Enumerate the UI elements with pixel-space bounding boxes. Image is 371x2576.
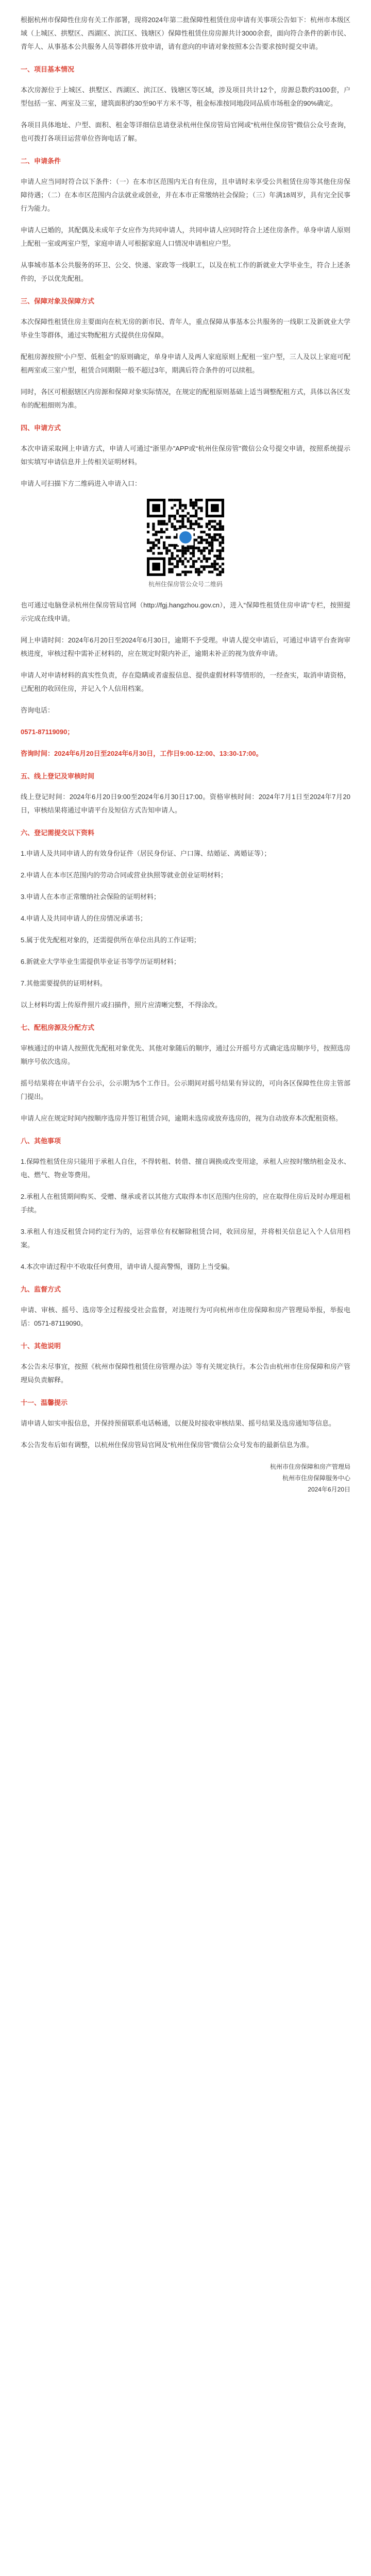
section [21,770,350,817]
body-paragraph: 本次保障性租赁住房主要面向在杭无房的新市民、青年人，重点保障从事基本公共服务的一线职工及新就业大学毕业生等群体，通过实物配租方式提供住房保障。 [21,318,350,339]
notice-content [21,13,350,1495]
section [21,1340,350,1387]
body-paragraph: 5.属于优先配租对象的，还需提供所在单位出具的工作证明； [21,936,200,944]
section [21,421,350,589]
section [21,1396,350,1452]
body-paragraph: 2.承租人在租赁期间购买、受赠、继承或者以其他方式取得本市区范围内住房的，应在取得住房后及时办理退租手续。 [21,1193,350,1214]
body-paragraph: 审核通过的申请人按照优先配租对象优先、其他对象随后的顺序，通过公开摇号方式确定选房顺序号，按照选房顺序号依次选房。 [21,1044,350,1065]
body-paragraph: 摇号结果将在申请平台公示，公示期为5个工作日。公示期间对摇号结果有异议的，可向各区保障性住房主管部门提出。 [21,1079,350,1100]
section-heading: 一、项目基本情况 [21,65,75,73]
body-paragraph: 4.本次申请过程中不收取任何费用，请申请人提高警惕，谨防上当受骗。 [21,1263,234,1270]
section-heading: 七、配租房源及分配方式 [21,1024,95,1031]
section [21,1134,350,1274]
section [21,1283,350,1330]
signature-unit: 杭州市住房保障服务中心 [282,1475,350,1482]
section-heading: 五、线上登记及审核时间 [21,772,95,780]
section-heading: 四、申请方式 [21,424,61,432]
body-paragraph: 线上登记时间：2024年6月20日9:00至2024年6月30日17:00。资格审核时间：2024年7月1日至2024年7月20日，审核结果将通过申请平台及短信方式告知申请人。 [21,793,350,814]
body-paragraph: 3.申请人在本市正常缴纳社会保险的证明材料； [21,893,160,901]
body-paragraph: 申请、审核、摇号、选房等全过程接受社会监督，对违规行为可向杭州市住房保障和房产管理局举报，举报电话：0571-87119090。 [21,1306,350,1327]
body-paragraph: 6.新就业大学毕业生需提供毕业证书等学历证明材料； [21,958,180,965]
section [21,599,350,760]
section [21,63,350,145]
signature-org: 杭州市住房保障和房产管理局 [269,1463,350,1470]
body-paragraph: 申请人应当同时符合以下条件：（一）在本市区范围内无自有住房，且申请时未享受公共租赁住房等其他住房保障待遇；（二）在本市区范围内合法就业或创业，并在本市正常缴纳社会保险；（三）年满18周岁，具有完全民事行为能力。 [21,178,350,212]
body-paragraph: 1.保障性租赁住房只能用于承租人自住，不得转租、转借、擅自调换或改变用途，承租人应按时缴纳租金及水、电、燃气、物业等费用。 [21,1158,350,1179]
qr-caption: 杭州住保房管公众号二维码 [148,581,223,588]
body-paragraph: 以上材料均需上传原件照片或扫描件，照片应清晰完整，不得涂改。 [21,1001,222,1009]
body-paragraph: 咨询电话： [21,706,55,714]
body-paragraph: 4.申请人及共同申请人的住房情况承诺书； [21,914,147,922]
section-heading: 六、登记需提交以下资料 [21,829,95,837]
signature-date: 2024年6月20日 [308,1486,350,1493]
body-paragraph: 申请人对申请材料的真实性负责，存在隐瞒或者虚报信息、提供虚假材料等情形的，一经查实，取消申请资格，已配租的收回住房，并记入个人信用档案。 [21,671,350,692]
section [21,295,350,412]
body-paragraph: 从事城市基本公共服务的环卫、公交、快递、家政等一线职工，以及在杭工作的新就业大学毕业生，符合上述条件的，予以优先配租。 [21,261,350,282]
phone-number[interactable]: 0571-87119090； [21,728,74,736]
section-heading: 十、其他说明 [21,1342,61,1350]
body-paragraph: 各项目具体地址、户型、面积、租金等详细信息请登录杭州住保房管局官网或“杭州住保房管”微信公众号查询，也可拨打各项目运营单位咨询电话了解。 [21,121,350,142]
section-heading: 九、监督方式 [21,1285,61,1293]
body-paragraph: 申请人已婚的，其配偶及未成年子女应作为共同申请人，共同申请人应同时符合上述住房条件。单身申请人原则上配租一室或两室户型，家庭申请人可根据家庭人口情况申请相应户型。 [21,226,350,247]
body-paragraph: 请申请人如实申报信息，并保持预留联系电话畅通，以便及时接收审核结果、摇号结果及选房通知等信息。 [21,1419,336,1427]
consult-hours: 咨询时间：2024年6月20日至2024年6月30日，工作日9:00-12:00、13:30-17:00。 [21,750,263,757]
body-paragraph: 申请人应在规定时间内按顺序选房并签订租赁合同，逾期未选房或放弃选房的，视为自动放弃本次配租资格。 [21,1114,343,1122]
body-paragraph: 申请人可扫描下方二维码进入申请入口： [21,480,142,487]
section-heading: 二、申请条件 [21,157,61,165]
body-paragraph: 同时，各区可根据辖区内房源和保障对象实际情况，在规定的配租原则基础上适当调整配租方式，具体以各区发布的配租细则为准。 [21,388,350,409]
body-paragraph: 本公告未尽事宜，按照《杭州市保障性租赁住房管理办法》等有关规定执行。本公告由杭州市住房保障和房产管理局负责解释。 [21,1363,350,1384]
body-paragraph: 也可通过电脑登录杭州住保房管局官网（http://fgj.hangzhou.gov.cn），进入“保障性租赁住房申请”专栏，按照提示完成在线申请。 [21,601,350,622]
section-heading: 十一、温馨提示 [21,1399,68,1406]
intro-paragraph: 根据杭州市保障性住房有关工作部署，现将2024年第二批保障性租赁住房申请有关事项公告如下：杭州市本级区域（上城区、拱墅区、西湖区、滨江区、钱塘区）保障性租赁住房房源共计3000余套，面向符合条件的新市民、青年人、从事基本公共服务人员等群体开放申请，请有意向的申请对象按照本公告要求按时提交申请。 [21,16,350,50]
section-heading: 三、保障对象及保障方式 [21,297,95,305]
section [21,826,350,1012]
section [21,1021,350,1125]
body-paragraph: 1.申请人及共同申请人的有效身份证件（居民身份证、户口簿、结婚证、离婚证等）； [21,850,271,857]
body-paragraph: 本次申请采取网上申请方式，申请人可通过“浙里办”APP或“杭州住保房管”微信公众号提交申请，按照系统提示如实填写申请信息并上传相关证明材料。 [21,445,350,466]
body-paragraph: 2.申请人在本市区范围内的劳动合同或营业执照等就业创业证明材料； [21,871,227,879]
body-paragraph: 本公告发布后如有调整，以杭州住保房管局官网及“杭州住保房管”微信公众号发布的最新信息为准。 [21,1441,313,1449]
qr-code-icon[interactable] [147,499,224,576]
section-heading: 八、其他事项 [21,1137,61,1145]
body-paragraph: 网上申请时间：2024年6月20日至2024年6月30日，逾期不予受理。申请人提交申请后，可通过申请平台查询审核进度，审核过程中需补正材料的，应在规定时限内补正，逾期未补正的视为放弃申请。 [21,636,350,657]
body-paragraph: 配租房源按照“小户型、低租金”的原则确定，单身申请人及两人家庭原则上配租一室户型，三人及以上家庭可配租两室或三室户型，租赁合同期限一般不超过3年，期满后符合条件的可以续租。 [21,353,350,374]
body-paragraph: 本次房源位于上城区、拱墅区、西湖区、滨江区、钱塘区等区域，涉及项目共计12个，房源总数约3100套，户型包括一室、两室及三室，建筑面积约30至90平方米不等，租金标准按同地段同品质市场租金的90%确定。 [21,86,350,107]
section [21,155,350,285]
body-paragraph: 7.其他需要提供的证明材料。 [21,979,107,987]
body-paragraph: 3.承租人有违反租赁合同约定行为的，运营单位有权解除租赁合同，收回房屋，并将相关信息记入个人信用档案。 [21,1228,350,1249]
